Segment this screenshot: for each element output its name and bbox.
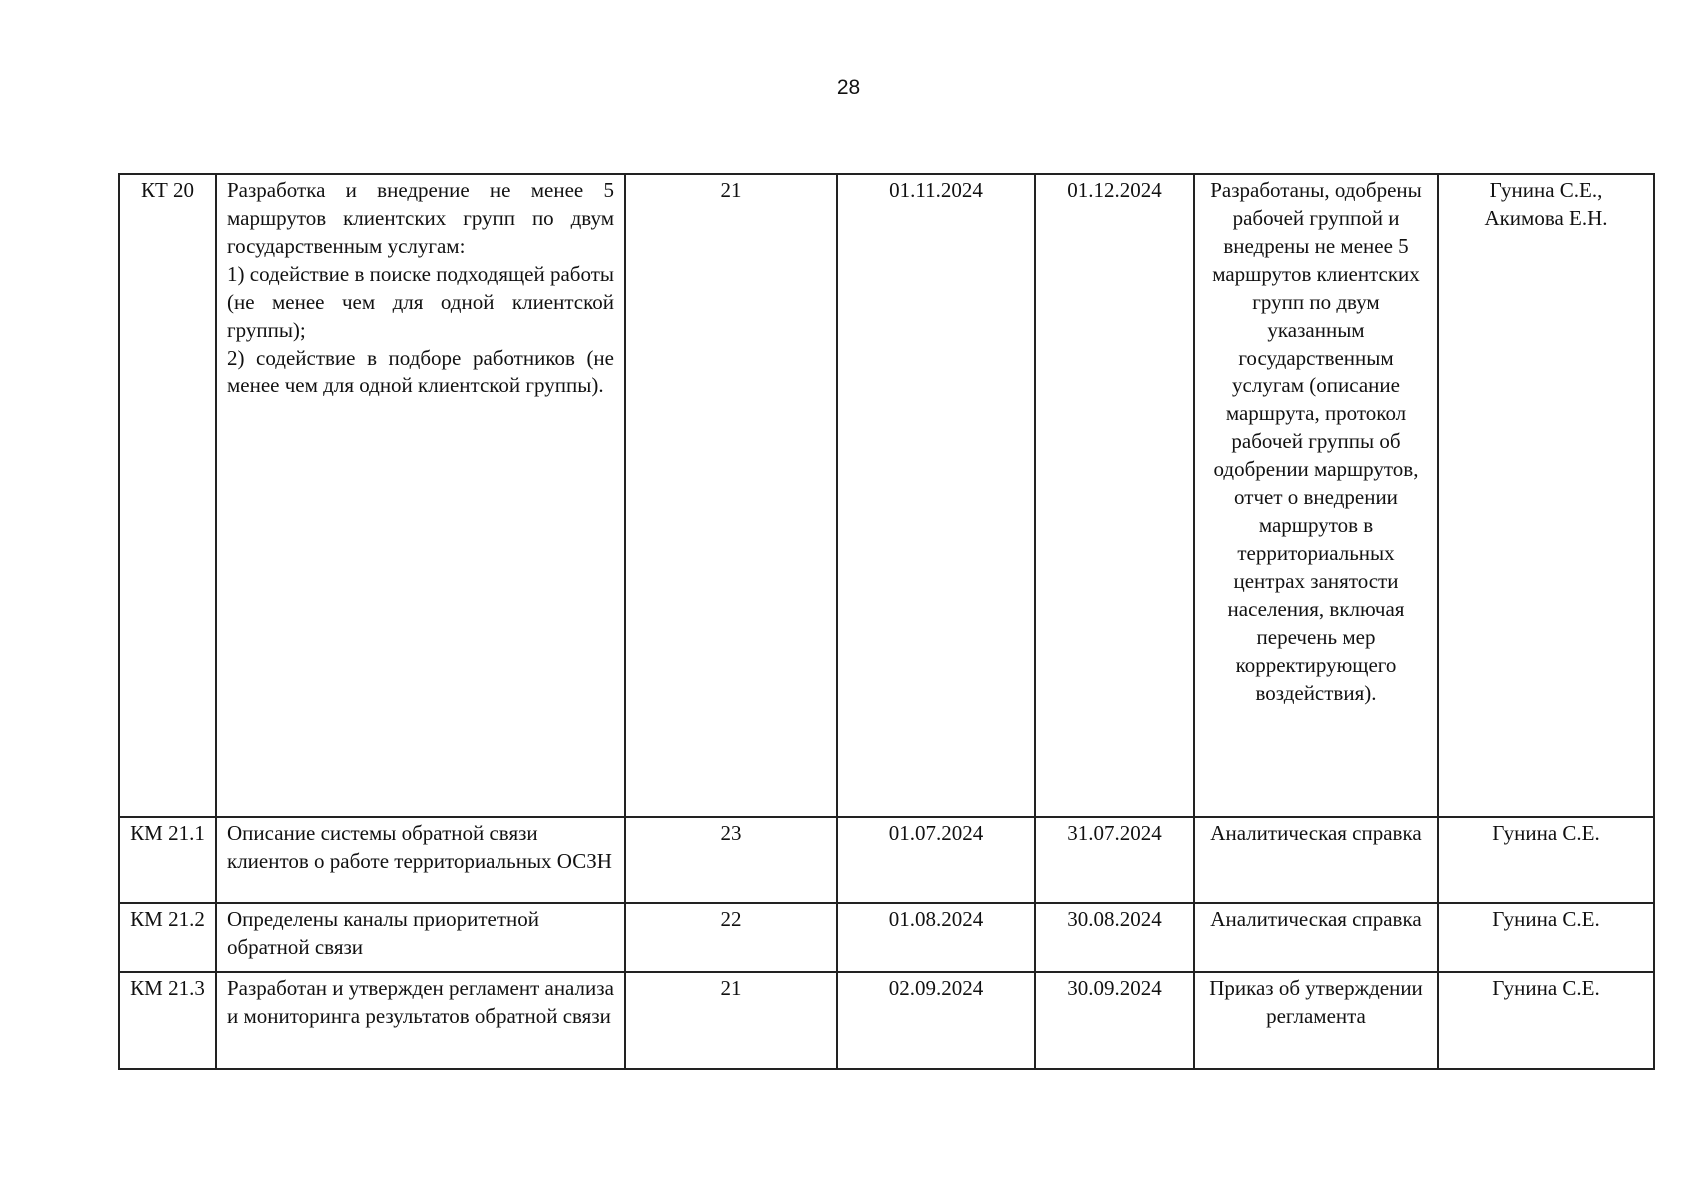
row-name-line: 2) содействие в подборе работников (не менее чем для одной клиентской группы).	[227, 345, 614, 398]
row-result: Аналитическая справка	[1194, 903, 1438, 972]
row-start-date: 02.09.2024	[837, 972, 1035, 1069]
row-result: Аналитическая справка	[1194, 817, 1438, 903]
row-result: Приказ об утверждении регламента	[1194, 972, 1438, 1069]
row-name-line: Описание системы обратной связи клиентов о работе территориальных ОСЗН	[227, 821, 612, 873]
row-code: КМ 21.2	[119, 903, 216, 972]
row-number: 21	[625, 174, 837, 817]
row-responsible: Гунина С.Е., Акимова Е.Н.	[1438, 174, 1654, 817]
row-code: КМ 21.3	[119, 972, 216, 1069]
row-responsible: Гунина С.Е.	[1438, 972, 1654, 1069]
row-name-line: Разработка и внедрение не менее 5 маршрутов клиентских групп по двум государственным услугам:	[227, 178, 614, 258]
row-code: КТ 20	[119, 174, 216, 817]
table-row	[119, 174, 1654, 817]
row-name-line: Определены каналы приоритетной обратной связи	[227, 907, 540, 959]
row-number: 21	[625, 972, 837, 1069]
row-result: Разработаны, одобрены рабочей группой и внедрены не менее 5 маршрутов клиентских групп по двум указанным государственным услугам (описание маршрута, протокол рабочей группы об одобрении маршрутов, отчет о внедрении маршрутов в территориальных центрах занятости населения, включая перечень мер корректирующего воздействия).	[1194, 174, 1438, 817]
row-end-date: 30.09.2024	[1035, 972, 1194, 1069]
row-number: 23	[625, 817, 837, 903]
row-name	[216, 903, 625, 972]
table-row	[119, 972, 1654, 1069]
page-number: 28	[836, 76, 861, 99]
row-name-line: Разработан и утвержден регламент анализа и мониторинга результатов обратной связи	[227, 976, 614, 1028]
row-name	[216, 174, 625, 817]
row-start-date: 01.08.2024	[837, 903, 1035, 972]
row-end-date: 30.08.2024	[1035, 903, 1194, 972]
row-responsible: Гунина С.Е.	[1438, 817, 1654, 903]
row-end-date: 31.07.2024	[1035, 817, 1194, 903]
row-code: КМ 21.1	[119, 817, 216, 903]
row-name	[216, 817, 625, 903]
table-row	[119, 817, 1654, 903]
row-responsible: Гунина С.Е.	[1438, 903, 1654, 972]
row-name-line: 1) содействие в поиске подходящей работы (не менее чем для одной клиентской группы);	[227, 261, 614, 342]
row-number: 22	[625, 903, 837, 972]
row-end-date: 01.12.2024	[1035, 174, 1194, 817]
row-start-date: 01.07.2024	[837, 817, 1035, 903]
table-row	[119, 903, 1654, 972]
plan-table	[118, 173, 1655, 1070]
row-name	[216, 972, 625, 1069]
row-start-date: 01.11.2024	[837, 174, 1035, 817]
